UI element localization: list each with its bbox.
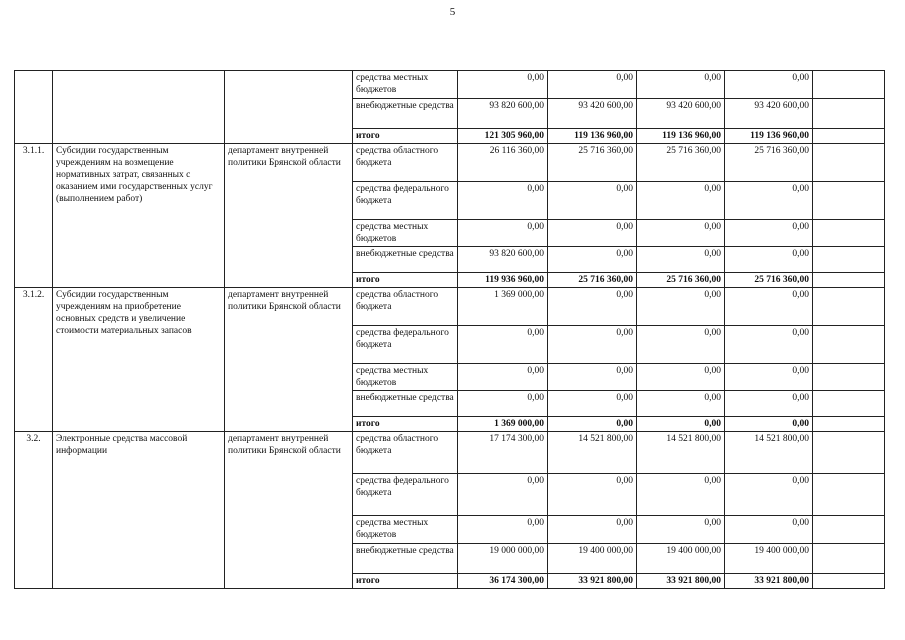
amount-cell: 0,00 xyxy=(548,326,637,364)
amount-cell: 0,00 xyxy=(458,71,548,99)
amount-cell: 0,00 xyxy=(548,288,637,326)
empty-cell xyxy=(813,273,885,288)
funding-source: средства областного бюджета xyxy=(353,288,458,326)
amount-cell: 0,00 xyxy=(637,516,725,544)
empty-cell xyxy=(813,129,885,144)
budget-table xyxy=(14,70,885,589)
empty-cell xyxy=(813,326,885,364)
amount-cell: 25 716 360,00 xyxy=(725,273,813,288)
executor: департамент внутренней политики Брянской области xyxy=(225,288,353,432)
amount-cell: 119 136 960,00 xyxy=(548,129,637,144)
funding-source: средства местных бюджетов xyxy=(353,364,458,391)
amount-cell: 0,00 xyxy=(725,516,813,544)
empty-cell xyxy=(813,391,885,417)
funding-source: внебюджетные средства xyxy=(353,544,458,574)
amount-cell: 14 521 800,00 xyxy=(548,432,637,474)
amount-cell: 1 369 000,00 xyxy=(458,417,548,432)
amount-cell: 0,00 xyxy=(458,516,548,544)
funding-source: средства областного бюджета xyxy=(353,144,458,182)
amount-cell: 0,00 xyxy=(458,391,548,417)
funding-source: итого xyxy=(353,273,458,288)
amount-cell: 25 716 360,00 xyxy=(548,144,637,182)
amount-cell: 0,00 xyxy=(725,71,813,99)
amount-cell: 1 369 000,00 xyxy=(458,288,548,326)
funding-source: средства федерального бюджета xyxy=(353,474,458,516)
funding-source: средства федерального бюджета xyxy=(353,326,458,364)
executor: департамент внутренней политики Брянской области xyxy=(225,432,353,589)
empty-cell xyxy=(813,247,885,273)
amount-cell: 0,00 xyxy=(458,220,548,247)
amount-cell: 19 400 000,00 xyxy=(548,544,637,574)
empty-cell xyxy=(813,99,885,129)
funding-source: внебюджетные средства xyxy=(353,391,458,417)
amount-cell: 0,00 xyxy=(725,220,813,247)
amount-cell: 119 136 960,00 xyxy=(725,129,813,144)
amount-cell: 0,00 xyxy=(637,417,725,432)
empty-cell xyxy=(813,144,885,182)
amount-cell: 0,00 xyxy=(637,474,725,516)
amount-cell: 0,00 xyxy=(548,71,637,99)
funding-source: средства местных бюджетов xyxy=(353,516,458,544)
amount-cell: 0,00 xyxy=(637,71,725,99)
empty-cell xyxy=(813,544,885,574)
amount-cell: 0,00 xyxy=(548,182,637,220)
amount-cell: 0,00 xyxy=(637,391,725,417)
funding-source: средства федерального бюджета xyxy=(353,182,458,220)
executor: департамент внутренней политики Брянской области xyxy=(225,144,353,288)
amount-cell: 0,00 xyxy=(637,288,725,326)
item-name xyxy=(53,71,225,144)
amount-cell: 119 136 960,00 xyxy=(637,129,725,144)
amount-cell: 19 400 000,00 xyxy=(637,544,725,574)
empty-cell xyxy=(813,516,885,544)
amount-cell: 25 716 360,00 xyxy=(637,144,725,182)
amount-cell: 0,00 xyxy=(548,516,637,544)
amount-cell: 17 174 300,00 xyxy=(458,432,548,474)
amount-cell: 0,00 xyxy=(637,326,725,364)
empty-cell xyxy=(813,220,885,247)
funding-source: средства областного бюджета xyxy=(353,432,458,474)
amount-cell: 0,00 xyxy=(548,220,637,247)
amount-cell: 0,00 xyxy=(725,391,813,417)
amount-cell: 0,00 xyxy=(725,182,813,220)
amount-cell: 119 936 960,00 xyxy=(458,273,548,288)
funding-source: итого xyxy=(353,574,458,589)
amount-cell: 0,00 xyxy=(458,474,548,516)
table-row xyxy=(15,71,885,99)
amount-cell: 19 000 000,00 xyxy=(458,544,548,574)
executor xyxy=(225,71,353,144)
funding-source: внебюджетные средства xyxy=(353,99,458,129)
page-number: 5 xyxy=(449,6,456,18)
empty-cell xyxy=(813,182,885,220)
amount-cell: 0,00 xyxy=(458,364,548,391)
amount-cell: 0,00 xyxy=(548,417,637,432)
amount-cell: 93 820 600,00 xyxy=(458,99,548,129)
amount-cell: 25 716 360,00 xyxy=(637,273,725,288)
amount-cell: 33 921 800,00 xyxy=(548,574,637,589)
amount-cell: 93 420 600,00 xyxy=(725,99,813,129)
item-name: Субсидии государственным учреждениям на возмещение нормативных затрат, связанных с оказанием ими государственных услуг (выполнением работ) xyxy=(53,144,225,288)
amount-cell: 0,00 xyxy=(637,247,725,273)
amount-cell: 33 921 800,00 xyxy=(637,574,725,589)
empty-cell xyxy=(813,574,885,589)
amount-cell: 14 521 800,00 xyxy=(637,432,725,474)
amount-cell: 0,00 xyxy=(637,220,725,247)
item-name: Субсидии государственным учреждениям на приобретение основных средств и увеличение стоимости материальных запасов xyxy=(53,288,225,432)
amount-cell: 25 716 360,00 xyxy=(548,273,637,288)
amount-cell: 0,00 xyxy=(725,288,813,326)
item-number: 3.1.1. xyxy=(15,144,53,288)
empty-cell xyxy=(813,432,885,474)
amount-cell: 0,00 xyxy=(548,364,637,391)
table-row xyxy=(15,288,885,326)
amount-cell: 19 400 000,00 xyxy=(725,544,813,574)
funding-source: внебюджетные средства xyxy=(353,247,458,273)
amount-cell: 0,00 xyxy=(725,417,813,432)
amount-cell: 0,00 xyxy=(637,364,725,391)
amount-cell: 26 116 360,00 xyxy=(458,144,548,182)
amount-cell: 0,00 xyxy=(725,364,813,391)
item-number: 3.1.2. xyxy=(15,288,53,432)
amount-cell: 0,00 xyxy=(725,247,813,273)
amount-cell: 0,00 xyxy=(548,247,637,273)
item-number: 3.2. xyxy=(15,432,53,589)
empty-cell xyxy=(813,288,885,326)
empty-cell xyxy=(813,364,885,391)
amount-cell: 93 820 600,00 xyxy=(458,247,548,273)
funding-source: средства местных бюджетов xyxy=(353,71,458,99)
table-row xyxy=(15,432,885,474)
amount-cell: 0,00 xyxy=(458,182,548,220)
table-row xyxy=(15,144,885,182)
empty-cell xyxy=(813,474,885,516)
amount-cell: 0,00 xyxy=(548,391,637,417)
amount-cell: 93 420 600,00 xyxy=(637,99,725,129)
item-name: Электронные средства массовой информации xyxy=(53,432,225,589)
amount-cell: 93 420 600,00 xyxy=(548,99,637,129)
amount-cell: 33 921 800,00 xyxy=(725,574,813,589)
item-number xyxy=(15,71,53,144)
amount-cell: 0,00 xyxy=(725,474,813,516)
funding-source: средства местных бюджетов xyxy=(353,220,458,247)
funding-source: итого xyxy=(353,417,458,432)
amount-cell: 0,00 xyxy=(637,182,725,220)
amount-cell: 121 305 960,00 xyxy=(458,129,548,144)
amount-cell: 14 521 800,00 xyxy=(725,432,813,474)
amount-cell: 0,00 xyxy=(458,326,548,364)
funding-source: итого xyxy=(353,129,458,144)
amount-cell: 25 716 360,00 xyxy=(725,144,813,182)
empty-cell xyxy=(813,417,885,432)
empty-cell xyxy=(813,71,885,99)
amount-cell: 0,00 xyxy=(725,326,813,364)
amount-cell: 36 174 300,00 xyxy=(458,574,548,589)
amount-cell: 0,00 xyxy=(548,474,637,516)
